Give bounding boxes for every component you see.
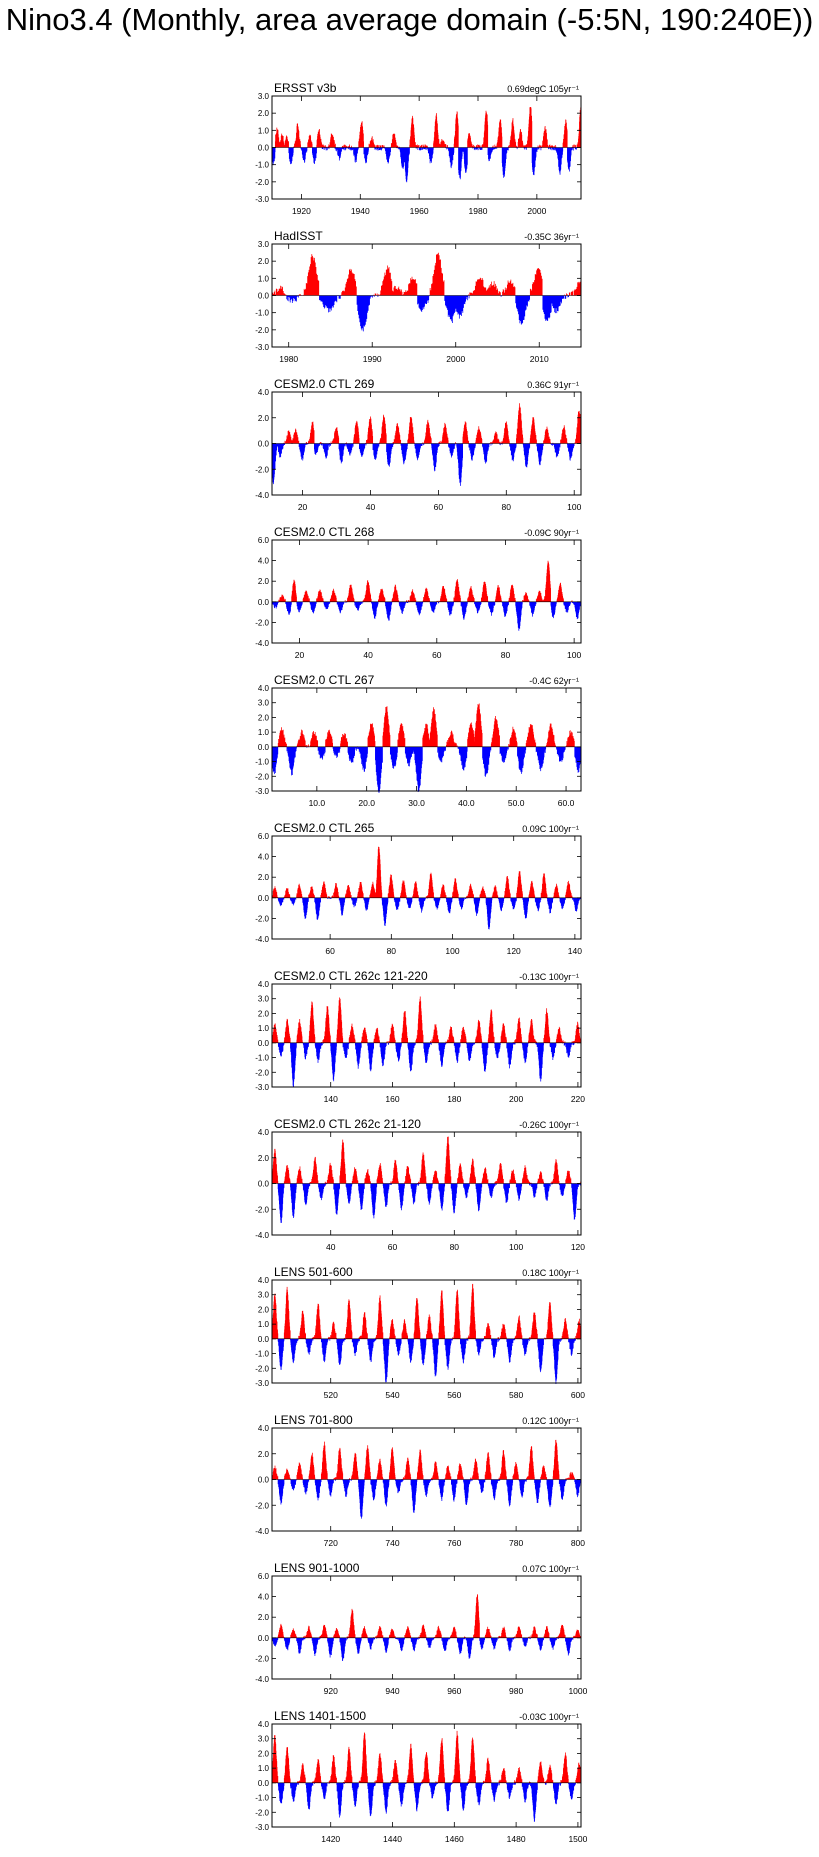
x-tick-label: 1500	[568, 1834, 588, 1844]
x-tick-label: 40	[325, 1242, 336, 1252]
trend-annotation: -0.26C 100yr⁻¹	[519, 1120, 579, 1130]
x-tick-label: 20.0	[358, 798, 375, 808]
x-tick-label: 40	[365, 502, 376, 512]
positive-anomaly-bars	[284, 403, 581, 443]
positive-anomaly-bars	[272, 1137, 581, 1184]
positive-anomaly-bars	[272, 997, 581, 1043]
positive-anomaly-bars	[275, 107, 580, 147]
chart-panel	[255, 673, 581, 808]
y-tick-label: 0.0	[257, 1475, 269, 1485]
x-tick-label: 1940	[350, 206, 370, 216]
y-tick-label: 3.0	[257, 92, 269, 101]
x-tick-label: 60.0	[557, 798, 575, 808]
x-tick-label: 800	[570, 1538, 586, 1548]
trend-annotation: -0.35C 36yr⁻¹	[524, 232, 579, 242]
y-tick-label: 2.0	[257, 257, 269, 267]
y-tick-label: 1.0	[257, 1024, 269, 1034]
y-tick-label: 4.0	[257, 1424, 269, 1433]
plot-frame	[272, 836, 581, 939]
x-tick-label: 200	[509, 1094, 524, 1104]
y-tick-label: 0.0	[257, 1334, 269, 1344]
x-tick-label: 30.0	[408, 798, 425, 808]
y-tick-label: -4.0	[255, 1527, 269, 1536]
y-tick-label: 2.0	[257, 577, 269, 587]
x-tick-label: 100	[509, 1242, 524, 1252]
x-tick-label: 100	[445, 946, 460, 956]
x-tick-label: 740	[385, 1538, 400, 1548]
y-tick-label: 1.0	[257, 1320, 269, 1330]
y-tick-label: 2.0	[257, 1305, 269, 1315]
negative-anomaly-bars	[272, 602, 580, 631]
y-tick-label: 0.0	[257, 143, 269, 153]
x-tick-label: 1980	[279, 354, 299, 364]
x-tick-label: 1920	[291, 206, 311, 216]
y-tick-label: -3.0	[255, 1823, 269, 1832]
trend-annotation: 0.07C 100yr⁻¹	[522, 1564, 579, 1574]
y-tick-label: -3.0	[255, 195, 269, 204]
y-tick-label: -4.0	[255, 935, 269, 944]
x-tick-label: 100	[567, 502, 582, 512]
y-tick-label: 1.0	[257, 274, 269, 284]
x-tick-label: 520	[323, 1390, 338, 1400]
x-tick-label: 760	[447, 1538, 462, 1548]
y-tick-label: 4.0	[257, 556, 269, 566]
x-tick-label: 720	[323, 1538, 338, 1548]
y-tick-label: -2.0	[255, 1364, 269, 1374]
x-tick-label: 60	[387, 1242, 398, 1252]
trend-annotation: 0.18C 100yr⁻¹	[522, 1268, 579, 1278]
y-tick-label: 6.0	[257, 832, 269, 841]
y-tick-label: 0.0	[257, 893, 269, 903]
x-tick-label: 60	[433, 502, 444, 512]
x-tick-label: 920	[323, 1686, 338, 1696]
trend-annotation: 0.09C 100yr⁻¹	[522, 824, 579, 834]
x-tick-label: 560	[447, 1390, 462, 1400]
trend-annotation: 0.36C 91yr⁻¹	[527, 380, 579, 390]
y-tick-label: -2.0	[255, 325, 269, 335]
x-tick-label: 120	[570, 1242, 586, 1252]
y-tick-label: -1.0	[255, 1053, 269, 1063]
trend-annotation: -0.03C 100yr⁻¹	[519, 1712, 579, 1722]
page-title: Nino3.4 (Monthly, area average domain (-5:5N, 190:240E))	[5, 2, 814, 37]
y-tick-label: -4.0	[255, 639, 269, 648]
x-tick-label: 80	[386, 946, 397, 956]
positive-anomaly-bars	[278, 1594, 581, 1638]
x-tick-label: 1460	[444, 1834, 464, 1844]
x-tick-label: 1420	[321, 1834, 341, 1844]
chart-panel	[255, 1561, 587, 1696]
y-tick-label: -4.0	[255, 1231, 269, 1240]
negative-anomaly-bars	[272, 1638, 573, 1661]
negative-anomaly-bars	[278, 1339, 575, 1384]
y-tick-label: 0.0	[257, 597, 269, 607]
negative-anomaly-bars	[278, 898, 580, 930]
y-tick-label: 6.0	[257, 1572, 269, 1581]
x-tick-label: 60	[432, 650, 442, 660]
x-tick-label: 140	[323, 1094, 338, 1104]
y-tick-label: 4.0	[257, 980, 269, 989]
y-tick-label: 3.0	[257, 1734, 269, 1744]
x-tick-label: 20	[297, 502, 308, 512]
y-tick-label: -1.0	[255, 308, 269, 318]
panel-title: LENS 901-1000	[274, 1561, 360, 1575]
x-tick-label: 80	[500, 650, 511, 660]
y-tick-label: 4.0	[257, 1592, 269, 1602]
x-tick-label: 10.0	[308, 798, 326, 808]
y-tick-label: 3.0	[257, 240, 269, 249]
chart-panel	[255, 377, 581, 512]
x-tick-label: 20	[294, 650, 305, 660]
x-tick-label: 80	[501, 502, 512, 512]
x-tick-label: 1480	[506, 1834, 526, 1844]
y-tick-label: 0.0	[257, 291, 269, 301]
y-tick-label: -1.0	[255, 1349, 269, 1359]
y-tick-label: -2.0	[255, 177, 269, 187]
y-tick-label: 2.0	[257, 873, 269, 883]
negative-anomaly-bars	[287, 296, 569, 332]
x-tick-label: 1980	[468, 206, 488, 216]
panel-title: LENS 1401-1500	[274, 1709, 367, 1723]
positive-anomaly-bars	[272, 253, 580, 296]
y-tick-label: 1.0	[257, 728, 269, 738]
x-tick-label: 960	[447, 1686, 462, 1696]
chart-panel	[255, 229, 581, 364]
positive-anomaly-bars	[272, 1731, 581, 1783]
y-tick-label: 0.0	[257, 1038, 269, 1048]
y-tick-label: 0.0	[257, 1633, 269, 1643]
y-tick-label: 3.0	[257, 994, 269, 1004]
y-tick-label: 2.0	[257, 1749, 269, 1759]
y-tick-label: 2.0	[257, 713, 269, 723]
x-tick-label: 1990	[362, 354, 382, 364]
y-tick-label: 1.0	[257, 126, 269, 136]
chart-panel	[255, 969, 585, 1104]
panel-title: CESM2.0 CTL 268	[274, 525, 375, 539]
x-tick-label: 2000	[446, 354, 466, 364]
trend-annotation: -0.4C 62yr⁻¹	[529, 676, 579, 686]
y-tick-label: -3.0	[255, 1083, 269, 1092]
panel-title: HadISST	[274, 229, 323, 243]
y-tick-label: 3.0	[257, 1290, 269, 1300]
y-tick-label: -3.0	[255, 343, 269, 352]
x-tick-label: 180	[447, 1094, 462, 1104]
y-tick-label: 0.0	[257, 439, 269, 449]
y-tick-label: -4.0	[255, 491, 269, 500]
chart-panel	[255, 525, 581, 660]
panel-title: CESM2.0 CTL 265	[274, 821, 375, 835]
negative-anomaly-bars	[272, 148, 577, 183]
x-tick-label: 50.0	[507, 798, 525, 808]
panel-title: CESM2.0 CTL 262c 121-220	[274, 969, 428, 983]
x-tick-label: 220	[570, 1094, 586, 1104]
y-tick-label: -2.0	[255, 1205, 269, 1215]
negative-anomaly-bars	[272, 444, 575, 486]
x-tick-label: 80	[449, 1242, 460, 1252]
y-tick-label: -2.0	[255, 1654, 269, 1664]
chart-panel	[255, 81, 581, 216]
y-tick-label: -2.0	[255, 772, 269, 782]
y-tick-label: 4.0	[257, 1128, 269, 1137]
chart-panel	[255, 1709, 587, 1844]
x-tick-label: 540	[385, 1390, 400, 1400]
y-tick-label: 2.0	[257, 1009, 269, 1019]
negative-anomaly-bars	[278, 1184, 580, 1223]
x-tick-label: 60	[325, 946, 335, 956]
panel-title: LENS 501-600	[274, 1265, 353, 1279]
y-tick-label: 4.0	[257, 684, 269, 693]
x-tick-label: 1000	[568, 1686, 588, 1696]
x-tick-label: 2010	[529, 354, 549, 364]
positive-anomaly-bars	[278, 703, 574, 746]
chart-panel	[255, 1413, 585, 1548]
y-tick-label: 2.0	[257, 1613, 269, 1623]
x-tick-label: 2000	[527, 206, 547, 216]
trend-annotation: -0.09C 90yr⁻¹	[524, 528, 579, 538]
y-tick-label: 4.0	[257, 1720, 269, 1729]
y-tick-label: -2.0	[255, 914, 269, 924]
y-tick-label: 4.0	[257, 388, 269, 397]
trend-annotation: -0.13C 100yr⁻¹	[519, 972, 579, 982]
plot-frame	[272, 984, 581, 1087]
y-tick-label: -2.0	[255, 1068, 269, 1078]
positive-anomaly-bars	[272, 561, 572, 602]
y-tick-label: -1.0	[255, 1793, 269, 1803]
x-tick-label: 1960	[409, 206, 429, 216]
y-tick-label: 6.0	[257, 536, 269, 545]
panel-title: CESM2.0 CTL 267	[274, 673, 375, 687]
y-tick-label: -2.0	[255, 465, 269, 475]
y-tick-label: -3.0	[255, 1379, 269, 1388]
x-tick-label: 580	[509, 1390, 524, 1400]
panel-title: LENS 701-800	[274, 1413, 353, 1427]
y-tick-label: 2.0	[257, 1449, 269, 1459]
chart-panel	[255, 821, 582, 956]
x-tick-label: 40	[363, 650, 373, 660]
x-tick-label: 160	[385, 1094, 400, 1104]
chart-panel	[255, 1117, 585, 1252]
y-tick-label: 0.0	[257, 1179, 269, 1189]
panel-title: CESM2.0 CTL 269	[274, 377, 375, 391]
trend-annotation: 0.12C 100yr⁻¹	[522, 1416, 579, 1426]
positive-anomaly-bars	[272, 1284, 581, 1339]
x-tick-label: 600	[570, 1390, 586, 1400]
y-tick-label: -3.0	[255, 787, 269, 796]
y-tick-label: 0.0	[257, 1778, 269, 1788]
y-tick-label: 3.0	[257, 698, 269, 708]
trend-annotation: 0.69degC 105yr⁻¹	[507, 84, 579, 94]
y-tick-label: 2.0	[257, 109, 269, 119]
y-tick-label: -2.0	[255, 1808, 269, 1818]
negative-anomaly-bars	[278, 1783, 575, 1822]
y-tick-label: -2.0	[255, 1501, 269, 1511]
x-tick-label: 120	[506, 946, 521, 956]
y-tick-label: 2.0	[257, 1153, 269, 1163]
y-tick-label: -1.0	[255, 160, 269, 170]
y-tick-label: -4.0	[255, 1675, 269, 1684]
panel-title: ERSST v3b	[274, 81, 337, 95]
x-tick-label: 140	[567, 946, 582, 956]
x-tick-label: 940	[385, 1686, 400, 1696]
y-tick-label: -2.0	[255, 618, 269, 628]
positive-anomaly-bars	[272, 847, 581, 898]
y-tick-label: 2.0	[257, 413, 269, 423]
chart-panel	[255, 1265, 585, 1400]
negative-anomaly-bars	[272, 747, 581, 793]
negative-anomaly-bars	[278, 1043, 574, 1087]
panel-title: CESM2.0 CTL 262c 21-120	[274, 1117, 421, 1131]
x-tick-label: 40.0	[458, 798, 475, 808]
x-tick-label: 980	[509, 1686, 524, 1696]
y-tick-label: 4.0	[257, 852, 269, 862]
y-tick-label: -1.0	[255, 757, 269, 767]
x-tick-label: 1440	[383, 1834, 402, 1844]
x-tick-label: 100	[567, 650, 582, 660]
y-tick-label: 0.0	[257, 742, 269, 752]
negative-anomaly-bars	[272, 1480, 581, 1519]
y-tick-label: 4.0	[257, 1276, 269, 1285]
positive-anomaly-bars	[272, 1440, 574, 1480]
x-tick-label: 780	[509, 1538, 524, 1548]
y-tick-label: 1.0	[257, 1764, 269, 1774]
